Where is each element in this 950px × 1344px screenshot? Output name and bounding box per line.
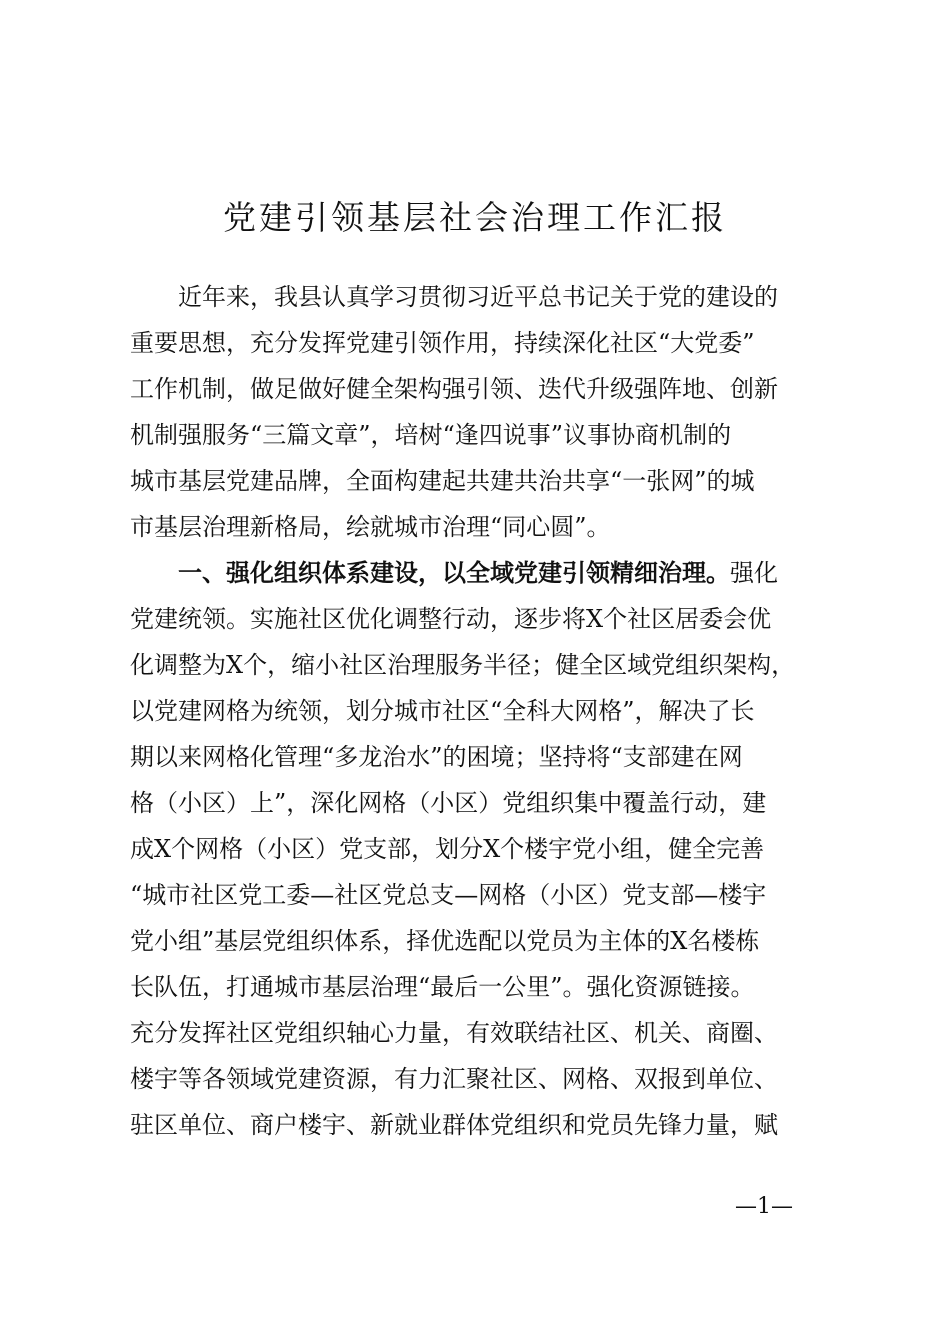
paragraph-line: 党建统领。实施社区优化调整行动，逐步将X个社区居委会优 [130,605,772,633]
document-title: 党建引领基层社会治理工作汇报 [223,198,727,237]
paragraph-line: 楼宇等各领域党建资源，有力汇聚社区、网格、双报到单位、 [130,1065,778,1093]
paragraph-line: 以党建网格为统领，划分城市社区“全科大网格”，解决了长 [130,697,755,725]
paragraph-line: “城市社区党工委—社区党总支—网格（小区）党支部—楼宇 [130,881,767,909]
paragraph-line: 党小组”基层党组织体系，择优选配以党员为主体的X名楼栋 [130,927,760,955]
paragraph-line: 重要思想，充分发挥党建引领作用，持续深化社区“大党委” [130,329,755,357]
paragraph-line: 成X个网格（小区）党支部，划分X个楼宇党小组，健全完善 [130,835,765,863]
section-heading: 一、强化组织体系建设，以全域党建引领精细治理。 [178,558,730,587]
paragraph-line: 充分发挥社区党组织轴心力量，有效联结社区、机关、商圈、 [130,1019,778,1047]
paragraph-line: 城市基层党建品牌，全面构建起共建共治共享“一张网”的城 [130,467,755,495]
paragraph-line: 机制强服务“三篇文章”，培树“逢四说事”议事协商机制的 [130,421,732,449]
section-heading-line [178,550,778,596]
paragraph-line: 格（小区）上”，深化网格（小区）党组织集中覆盖行动，建 [130,789,767,817]
paragraph-line: 工作机制，做足做好健全架构强引领、迭代升级强阵地、创新 [130,375,778,403]
page-number: —1— [735,1194,793,1219]
paragraph-line: 化调整为X个，缩小社区治理服务半径；健全区域党组织架构， [130,651,796,679]
paragraph-line: 市基层治理新格局，绘就城市治理“同心圆”。 [130,513,611,541]
paragraph-line: 驻区单位、商户楼宇、新就业群体党组织和党员先锋力量，赋 [130,1111,778,1139]
paragraph-line: 期以来网格化管理“多龙治水”的困境；坚持将“支部建在网 [130,743,743,771]
paragraph-line: 近年来，我县认真学习贯彻习近平总书记关于党的建设的 [178,283,778,311]
paragraph-line: 长队伍，打通城市基层治理“最后一公里”。强化资源链接。 [130,973,755,1001]
paragraph-text: 强化 [730,559,778,587]
